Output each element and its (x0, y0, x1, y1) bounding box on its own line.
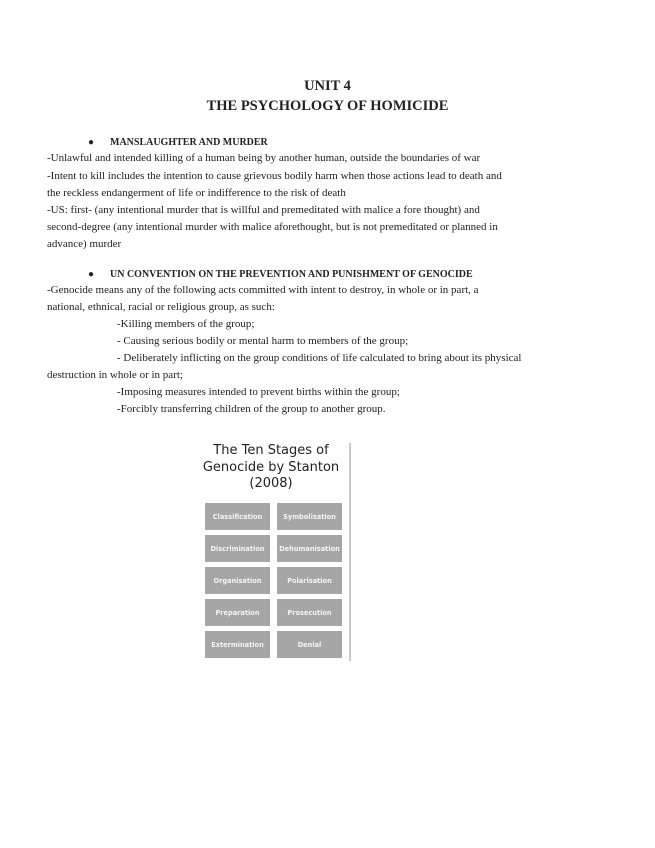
paragraph-line: the reckless endangerment of life or indifference to the risk of death (47, 187, 346, 199)
paragraph-line: national, ethnical, racial or religious group, as such: (47, 301, 275, 313)
diagram-title-line: Genocide by Stanton (202, 459, 340, 475)
diagram-title-line: (2008) (249, 476, 293, 491)
paragraph-line: -US: first- (any intentional murder that is willful and premeditated with malice a fore thought) and (47, 204, 480, 216)
stage-box: Discrimination (205, 535, 270, 562)
heading-text: MANSLAUGHTER AND MURDER (110, 137, 268, 148)
stage-box: Denial (277, 631, 342, 658)
list-item: - Deliberately inflicting on the group conditions of life calculated to bring about its physical (117, 352, 522, 364)
paragraph-line: -Genocide means any of the following acts committed with intent to destroy, in whole or in part, a (47, 284, 479, 296)
list-item: -Forcibly transferring children of the group to another group. (117, 403, 386, 415)
paragraph-line: advance) murder (47, 238, 122, 250)
section-heading-genocide (88, 269, 473, 280)
stage-box: Polarisation (277, 567, 342, 594)
bullet-icon: ● (88, 137, 95, 148)
page-title: THE PSYCHOLOGY OF HOMICIDE (206, 98, 449, 114)
stage-box: Dehumanisation (277, 535, 342, 562)
list-item: -Imposing measures intended to prevent births within the group; (117, 386, 400, 398)
diagram-title (200, 443, 342, 493)
paragraph-line: -Unlawful and intended killing of a human being by another human, outside the boundaries of war (47, 152, 481, 164)
stage-box: Symbolisation (277, 503, 342, 530)
paragraph-line: second-degree (any intentional murder with malice aforethought, but is not premeditated or planned in (47, 221, 498, 233)
bullet-icon: ● (88, 269, 95, 280)
heading-text: UN CONVENTION ON THE PREVENTION AND PUNISHMENT OF GENOCIDE (110, 269, 473, 280)
stage-box: Preparation (205, 599, 270, 626)
list-item: -Killing members of the group; (117, 318, 255, 330)
diagram-title-line: The Ten Stages of (213, 443, 329, 458)
genocide-stages-diagram (200, 443, 350, 661)
stage-box: Classification (205, 503, 270, 530)
paragraph-line: -Intent to kill includes the intention to cause grievous bodily harm when those actions lead to death and (47, 170, 502, 182)
section-heading-manslaughter (88, 137, 268, 148)
paragraph-line: destruction in whole or in part; (47, 369, 183, 381)
divider-line (349, 443, 351, 661)
list-item: - Causing serious bodily or mental harm to members of the group; (117, 335, 409, 347)
unit-label: UNIT 4 (304, 78, 351, 94)
stage-box: Prosecution (277, 599, 342, 626)
stage-box: Extermination (205, 631, 270, 658)
stage-box: Organisation (205, 567, 270, 594)
